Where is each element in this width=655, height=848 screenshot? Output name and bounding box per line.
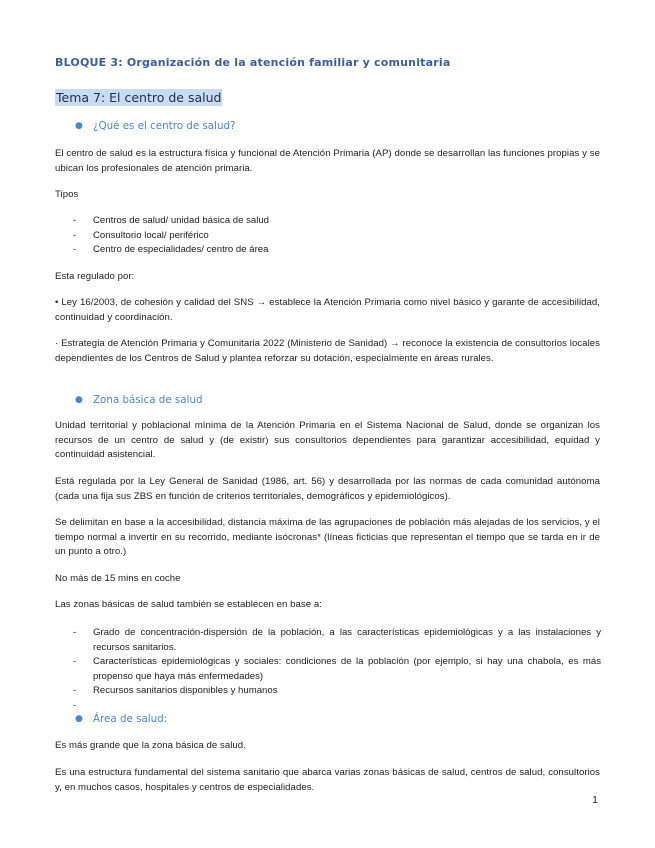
types-label: Tipos [55, 189, 79, 200]
paragraph-zbs-time: No más de 15 mins en coche [55, 573, 181, 584]
section-heading-zona-basica [75, 393, 203, 407]
paragraph-regulation-2: · Estrategia de Atención Primaria y Comunitaria 2022 (Ministerio de Sanidad) → reconoce la existencia de consultorios locales dependientes de los Centros de Salud y plantea reforzar su dotación, especialmente en áreas rurales. [55, 338, 600, 364]
list-item: - Centros de salud/ unidad básica de salud [73, 215, 270, 226]
regulated-label: Esta regulado por: [55, 271, 135, 282]
criteria-list [73, 626, 601, 714]
section-heading-text: ¿Qué es el centro de salud? [93, 120, 236, 132]
bullet-icon: ● [75, 714, 83, 724]
section-heading-text: Zona básica de salud [93, 394, 203, 406]
list-item: - Centro de especialidades/ centro de área [73, 244, 269, 256]
section-heading-text: Área de salud: [93, 713, 168, 725]
page-number: 1 [592, 794, 598, 807]
section-heading-centro-salud [75, 119, 236, 133]
section-heading-area-salud [75, 712, 168, 726]
paragraph-area-size: Es más grande que la zona básica de salud. [55, 740, 246, 751]
paragraph-zbs-delimitation: Se delimitan en base a la accesibilidad, distancia máxima de las agrupaciones de población más alejadas de los servicios, y el tiempo normal a invertir en su recorrido, mediante isócronas* (líneas ficticias que representan el tiempo que se tarda en ir de un punto a otro.) [55, 517, 600, 558]
list-item: - Recursos sanitarios disponibles y humanos [73, 685, 278, 697]
bullet-icon: ● [75, 395, 83, 405]
paragraph-definition: El centro de salud es la estructura física y funcional de Atención Primaria (AP) donde se desarrollan las funciones propias y se ubican los profesionales de atención primaria. [55, 148, 600, 174]
list-item: - Grado de concentración-dispersión de la población, a las características epidemiológicas y a las instalaciones y recursos sanitarios. [73, 627, 601, 653]
list-item: - Consultorio local/ periférico [73, 229, 209, 241]
list-item: - Características epidemiológicas y sociales: condiciones de la población (por ejemplo, si hay una chabola, es más propenso que haya más enfermedades) [73, 656, 601, 682]
bullet-icon: ● [75, 121, 83, 131]
types-list [73, 214, 601, 258]
block-title: BLOQUE 3: Organización de la atención familiar y comunitaria [55, 56, 451, 69]
paragraph-area-structure: Es una estructura fundamental del sistema sanitario que abarca varias zonas básicas de salud, centros de salud, consultorios y, en muchos casos, hospitales y centros de especialidades. [55, 767, 600, 793]
paragraph-regulation-1: • Ley 16/2003, de cohesión y calidad del SNS → establece la Atención Primaria como nivel básico y garante de accesibilidad, continuidad y coordinación. [55, 297, 600, 323]
topic-title: Tema 7: El centro de salud [56, 90, 222, 105]
paragraph-zbs-criteria-intro: Las zonas básicas de salud también se establecen en base a: [55, 599, 322, 610]
paragraph-zbs-regulation: Está regulada por la Ley General de Sanidad (1986, art. 56) y desarrollada por las normas de cada comunidad autónoma (cada una fija sus ZBS en función de criterios territoriales, demográficos y epidemiológicos). [55, 476, 600, 502]
paragraph-zbs-definition: Unidad territorial y poblacional mínima de la Atención Primaria en el Sistema Nacional de Salud, donde se organizan los recursos de un centro de salud y (de existir) sus consultorios dependientes para garantizar accesibilidad, equidad y continuidad asistencial. [55, 420, 600, 461]
list-item: - [73, 699, 77, 711]
